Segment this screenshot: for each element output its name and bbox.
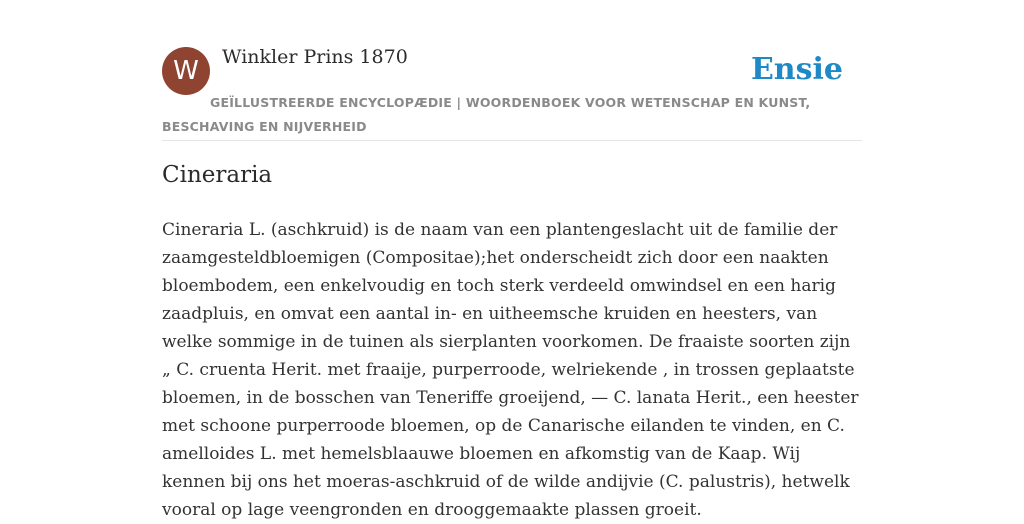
page-title: Cineraria <box>162 162 273 188</box>
entry-text: Cineraria L. (aschkruid) is de naam van een plantengeslacht uit de familie der zaamgesteldbloemigen (Compositae);het onderscheidt zich door een naakten bloembodem, een enkelvoudig en toch sterk verdeeld omwindsel en een harig zaadpluis, en omvat een aantal in- en uitheemsche kruiden en heesters, van welke sommige in de tuinen als sierplanten voorkomen. De fraaiste soorten zijn „ C. cruenta Herit. met fraaije, purperroode, welriekende , in trossen geplaatste bloemen, in de bosschen van Teneriffe groeijend, — C. lanata Herit., een heester met schoone purperroode bloemen, op de Canarische eilanden te vinden, en C. amelloides L. met hemelsblaauwe bloemen en afkomstig van de Kaap. Wij kennen bij ons het moeras-aschkruid of de wilde andijvie (C. palustris), hetwelk vooral op lage veengronden en drooggemaakte plassen groeit. <box>162 220 859 520</box>
ensie-logo[interactable]: Ensie <box>750 52 843 87</box>
source-title[interactable]: Winkler Prins 1870 <box>222 46 408 68</box>
source-subtitle: GEÏLLUSTREERDE ENCYCLOPÆDIE | WOORDENBOEK VOOR WETENSCHAP EN KUNST, BESCHAVING EN NIJVERHEID <box>162 95 811 134</box>
header <box>162 46 862 141</box>
avatar[interactable]: W <box>162 47 210 95</box>
